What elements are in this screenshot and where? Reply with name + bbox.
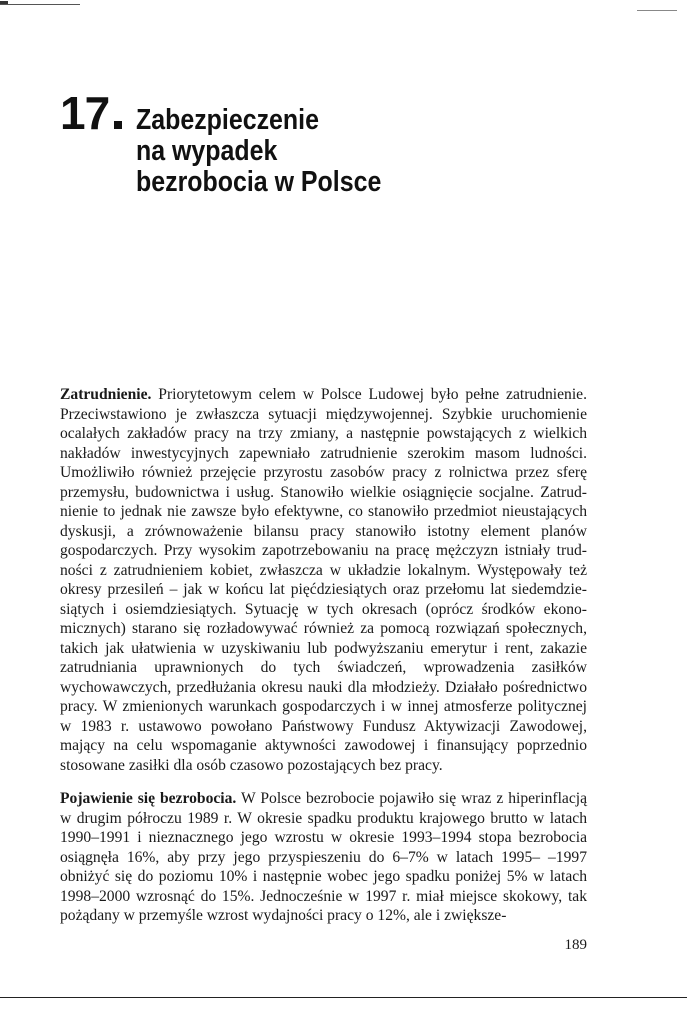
chapter-title-line-1: Zabezpieczenie bbox=[136, 104, 319, 136]
page-number: 189 bbox=[564, 937, 587, 953]
paragraph-lead: Pojawienie się bezrobocia. bbox=[60, 790, 237, 807]
chapter-bullet-square bbox=[114, 121, 122, 129]
chapter-title bbox=[136, 105, 381, 198]
scan-artifact-line bbox=[0, 4, 80, 5]
paragraph-text: Priorytetowym celem w Polsce Ludowej było pełne zatrudnienie. Przeciwstawiono je zwłaszcza sytuacji międzywojennej. Szybkie uruchomienie ocalałych zakładów pracy na trzy zmiany, a następnie powstających z wielkich nakładów inwestycyjnych zapewniało zatrudnienie szerokim masom ludności. Umożliwiło również przejęcie przyrostu zasobów pracy z rolnictwa przez sferę przemysłu, budownictwa i usług. Stanowiło wielkie osiągnięcie socjalne. Zatrudnienie to jednak nie zawsze było efektywne, co stanowiło przedmiot nieustających dyskusji, a zrównoważenie bilansu pracy stanowiło istotny element planów gospodarczych. Przy wysokim zapotrzebowaniu na pracę mężczyzn istniały trudności z zatrudnieniem kobiet, zwłaszcza w układzie lokalnym. Występowały też okresy przesileń – jak w końcu lat pięćdziesiątych oraz przełomu lat siedemdziesiątych i osiemdziesiątych. Sytuację w tych okresach (oprócz środków ekonomicznych) starano się rozładowywać również za pomocą rozwiązań społecznych, takich jak ułatwienia w uzyskiwaniu lub podwyższaniu emerytur i rent, zakazie zatrudniania uprawnionych do tych świadczeń, wprowadzenia zasiłków wychowawczych, przedłużania okresu nauki dla młodzieży. Działało pośrednictwo pracy. W zmienionych warunkach gospodarczych i w innej atmosferze politycznej w 1983 r. ustawowo powołano Państwowy Fundusz Aktywizacji Zawodowej, mający na celu wspomaganie aktywności zawodowej i finansujący poprzednio stosowane zasiłki dla osób czasowo pozostających bez pracy. bbox=[60, 386, 587, 774]
scan-artifact-line-right bbox=[637, 10, 677, 11]
chapter-title-line-2: na wypadek bbox=[136, 135, 278, 167]
chapter-number: 17 bbox=[60, 87, 110, 139]
paragraph-lead: Zatrudnienie. bbox=[60, 386, 152, 403]
paragraph-unemployment-emergence bbox=[60, 789, 587, 926]
paragraph-employment bbox=[60, 385, 587, 775]
chapter-title-line-3: bezrobocia w Polsce bbox=[136, 166, 382, 198]
paragraph-text: W Polsce bezrobocie pojawiło się wraz z hiperinflacją w drugim półroczu 1989 r. W okresie spadku produktu krajowego brutto w latach 1990–1991 i nieznacznego jego wzrostu w okresie 1993–1994 stopa bezrobocia osiągnęła 16%, aby przy jego przyspieszeniu do 6–7% w latach 1995– –1997 obniżyć się do poziomu 10% i następnie wobec jego spadku poniżej 5% w latach 1998–2000 wzrosnąć do 15%. Jednocześnie w 1997 r. miał miejsce skokowy, tak pożądany w przemyśle wzrost wydajności pracy o 12%, ale i zwiększe- bbox=[60, 790, 587, 924]
bottom-rule bbox=[0, 997, 687, 998]
body-text bbox=[60, 385, 587, 926]
